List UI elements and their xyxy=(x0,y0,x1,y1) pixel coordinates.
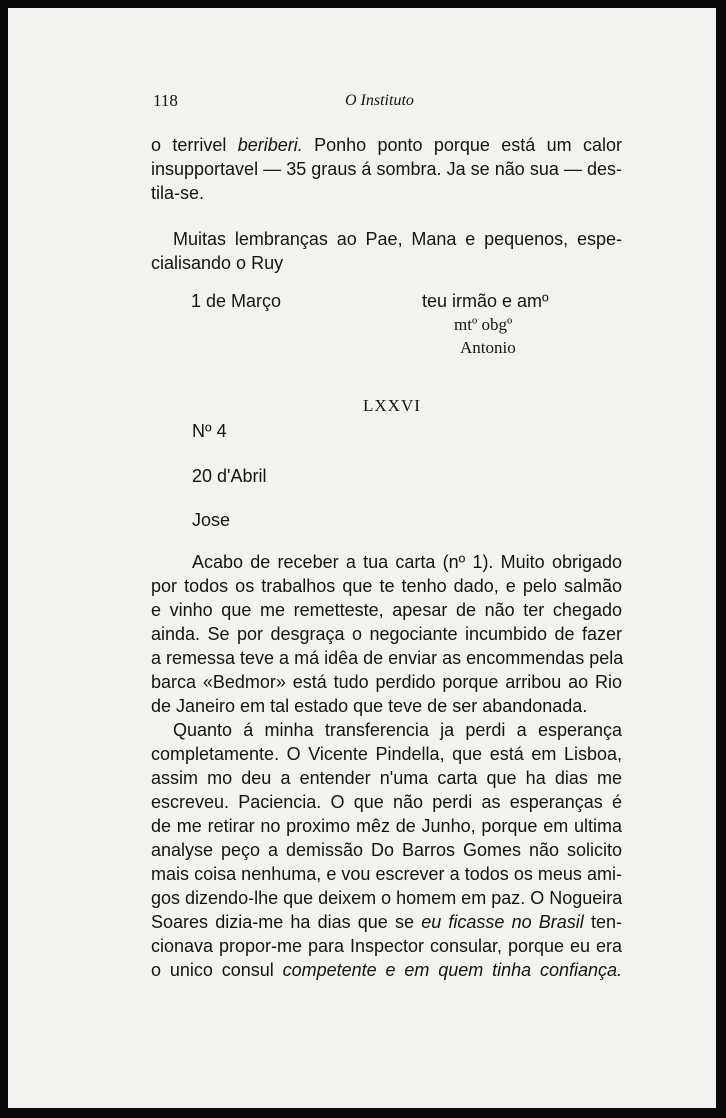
text-line: tila-se. xyxy=(151,183,205,203)
text-line: ainda. Se por desgraça o negociante incumbido de fazer xyxy=(151,624,622,644)
closing-signoff: teu irmão e amº xyxy=(422,291,549,311)
text-line: insupportavel — 35 graus á sombra. Ja se não sua — des- xyxy=(151,159,622,179)
closing-signoff-abbrev: mtº obgº xyxy=(454,315,513,334)
text-line: e vinho que me remetteste, apesar de não ter chegado xyxy=(151,600,622,620)
running-title: O Instituto xyxy=(345,92,414,109)
text-line: cionava propor-me para Inspector consular, porque eu era xyxy=(151,936,622,956)
closing-date: 1 de Março xyxy=(191,291,282,311)
text-line: mais coisa nenhuma, e vou escrever a todos os meus ami- xyxy=(151,864,622,884)
text-line: Muitas lembranças ao Pae, Mana e pequenos, espe- xyxy=(173,229,622,249)
signature: Antonio xyxy=(460,338,516,357)
text-line: de Janeiro em tal estado que teve de ser abandonada. xyxy=(151,696,588,716)
text-line: analyse peço a demissão Do Barros Gomes não solicito xyxy=(151,840,622,860)
text-line: Acabo de receber a tua carta (nº 1). Muito obrigado xyxy=(192,552,622,572)
salutation: Jose xyxy=(192,510,231,530)
text-line: o terrivel beriberi. Ponho ponto porque está um calor xyxy=(151,135,622,155)
text-line: Quanto á minha transferencia ja perdi a esperança xyxy=(173,720,622,740)
text-line: Soares dizia-me ha dias que se eu ficasse no Brasil ten- xyxy=(151,912,622,932)
letter-date: 20 d'Abril xyxy=(192,466,267,486)
text-line: assim mo deu a entender n'uma carta que ha dias me xyxy=(151,768,622,788)
text-line: o unico consul competente e em quem tinha confiança. xyxy=(151,960,623,980)
text-line: escreveu. Paciencia. O que não perdi as esperanças é xyxy=(151,792,622,812)
text-line: barca «Bedmor» está tudo perdido porque arribou ao Rio xyxy=(151,672,622,692)
book-page xyxy=(8,8,716,1108)
text-line: a remessa teve a má idêa de enviar as encommendas pela xyxy=(151,648,624,668)
text-line: completamente. O Vicente Pindella, que está em Lisboa, xyxy=(151,744,622,764)
text-line: gos dizendo-lhe que deixem o homem em paz. O Nogueira xyxy=(151,888,623,908)
text-line: por todos os trabalhos que te tenho dado, e pelo salmão xyxy=(151,576,622,596)
text-line: de me retirar no proximo mêz de Junho, porque em ultima xyxy=(151,816,622,836)
page-number: 118 xyxy=(153,91,178,110)
letter-numeral: LXXVI xyxy=(363,396,421,415)
letter-number: Nº 4 xyxy=(192,421,227,441)
text-line: cialisando o Ruy xyxy=(151,253,284,273)
